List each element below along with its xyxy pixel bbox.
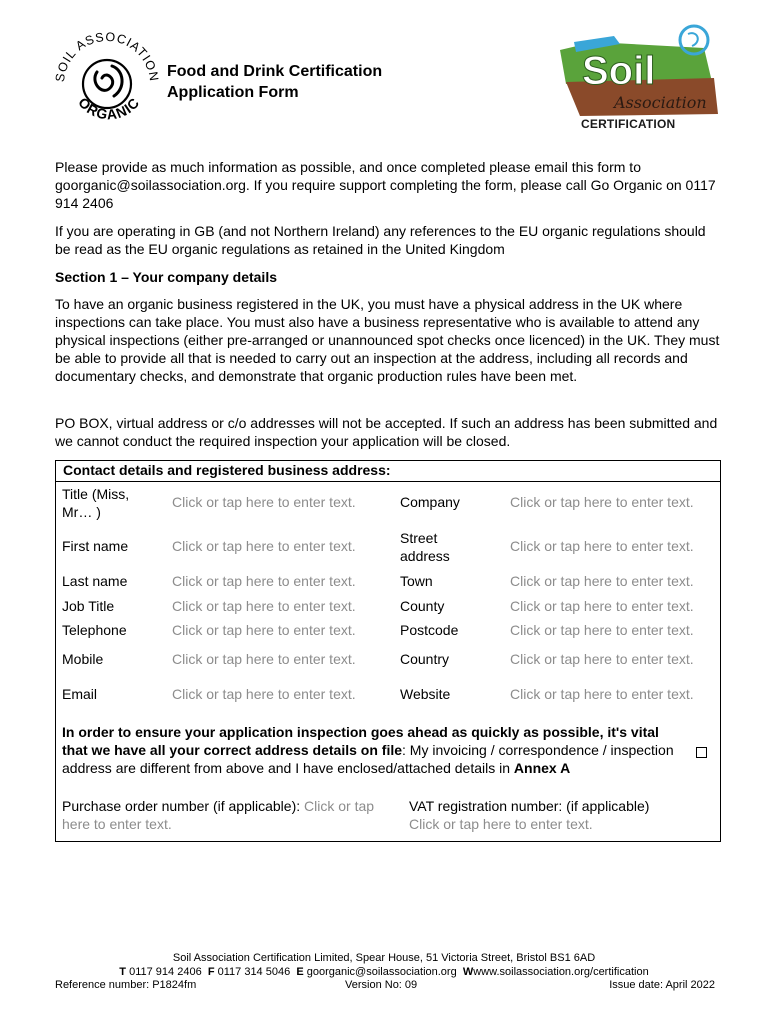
page-title: [167, 61, 382, 103]
email-prefix: E: [296, 966, 304, 978]
first-name-input[interactable]: Click or tap here to enter text.: [172, 538, 356, 554]
telephone-label: Telephone: [62, 622, 127, 638]
footer-address: Soil Association Certification Limited, Spear House, 51 Victoria Street, Bristol BS1 6AD: [172, 952, 596, 964]
title-label: Title (Miss, Mr… ): [62, 486, 130, 520]
alternate-address-note: [62, 723, 682, 777]
purchase-order-label: Purchase order number (if applicable):: [62, 798, 305, 814]
version-number: Version No: 09: [345, 979, 418, 991]
job-title-label: Job Title: [62, 598, 115, 614]
street-address-label: Street address: [400, 530, 450, 564]
street-address-input[interactable]: Click or tap here to enter text.: [510, 538, 694, 554]
footer-email-link[interactable]: goorganic@soilassociation.org: [306, 966, 457, 978]
company-input[interactable]: Click or tap here to enter text.: [510, 494, 694, 510]
country-input[interactable]: Click or tap here to enter text.: [510, 651, 694, 667]
vat-input[interactable]: Click or tap here to enter text.: [409, 816, 593, 832]
svg-text:ORGANIC: ORGANIC: [75, 94, 143, 123]
town-label: Town: [400, 573, 433, 589]
web-prefix: W: [462, 966, 474, 978]
county-input[interactable]: Click or tap here to enter text.: [510, 598, 694, 614]
issue-date: Issue date: April 2022: [609, 979, 715, 991]
purchase-order-input[interactable]: Click or tap here to enter text.: [62, 798, 375, 832]
last-name-label: Last name: [62, 573, 128, 589]
email-input[interactable]: Click or tap here to enter text.: [172, 686, 356, 702]
mobile-input[interactable]: Click or tap here to enter text.: [172, 651, 356, 667]
company-label: Company: [400, 494, 460, 510]
soil-association-certification-logo: [554, 22, 722, 134]
last-name-input[interactable]: Click or tap here to enter text.: [172, 573, 356, 589]
postcode-input[interactable]: Click or tap here to enter text.: [510, 622, 694, 638]
country-label: Country: [400, 651, 450, 667]
mobile-label: Mobile: [62, 651, 104, 667]
note-text: : My invoicing / correspondence / inspection address are different from above and I have enclosed/attached details in: [62, 742, 674, 776]
section-1-heading: Section 1 – Your company details: [55, 269, 277, 285]
telephone-input[interactable]: Click or tap here to enter text.: [172, 622, 356, 638]
county-label: County: [400, 598, 445, 614]
title-input[interactable]: Click or tap here to enter text.: [172, 494, 356, 510]
vat-label: VAT registration number: (if applicable): [409, 798, 650, 814]
contact-details-form: [55, 460, 721, 842]
title-line-1: Food and Drink Certification: [167, 63, 383, 80]
purchase-order-field: [62, 797, 392, 833]
footer-contacts: [0, 966, 768, 978]
footer-telephone: 0117 914 2406: [129, 966, 202, 978]
annex-a-reference: Annex A: [513, 760, 571, 776]
first-name-label: First name: [62, 538, 129, 554]
note-bold-text: In order to ensure your application inspection goes ahead as quickly as possible, it's vital that we have all your correct address details on file: [62, 724, 659, 758]
intro-paragraph-1: Please provide as much information as possible, and once completed please email this form to goorganic@soilassociation.org. If you require support completing the form, please call Go Organic on 0117 914 2406: [55, 159, 716, 211]
email-label: Email: [62, 686, 98, 702]
soil-association-organic-logo: [52, 26, 162, 130]
footer-fax: 0117 314 5046: [217, 966, 291, 978]
postcode-label: Postcode: [400, 622, 459, 638]
reference-number: Reference number: P1824fm: [55, 979, 197, 991]
form-heading: Contact details and registered business address:: [56, 461, 720, 482]
website-label: Website: [400, 686, 451, 702]
different-address-checkbox[interactable]: [696, 747, 707, 758]
telephone-prefix: T: [119, 966, 127, 978]
intro-paragraph-4: PO BOX, virtual address or c/o addresses will not be accepted. If such an address has been submitted and we cannot conduct the required inspection your application will be closed.: [55, 415, 718, 449]
svg-text:Soil: Soil: [582, 49, 656, 93]
intro-paragraph-3: To have an organic business registered in the UK, you must have a physical address in the UK where inspections can take place. You must also have a business representative who is available to attend any physical inspections (either pre-arranged or unannounced spot checks once licenced) in the UK. They must be able to provide all that is needed to carry out an inspection at the address, including all records and documentary checks, and demonstrate that organic production rules have been met.: [55, 296, 720, 384]
intro-paragraph-2: If you are operating in GB (and not Northern Ireland) any references to the EU organic regulations should be read as the EU organic regulations as retained in the United Kingdom: [55, 223, 706, 257]
town-input[interactable]: Click or tap here to enter text.: [510, 573, 694, 589]
vat-field: [409, 797, 709, 833]
footer-website-link[interactable]: www.soilassociation.org/certification: [473, 966, 649, 978]
title-line-2: Application Form: [167, 84, 299, 101]
svg-text:SOIL ASSOCIATION: SOIL ASSOCIATION: [52, 29, 162, 83]
certification-label: CERTIFICATION: [581, 117, 676, 131]
website-input[interactable]: Click or tap here to enter text.: [510, 686, 694, 702]
svg-text:Association: Association: [614, 93, 707, 112]
job-title-input[interactable]: Click or tap here to enter text.: [172, 598, 356, 614]
fax-prefix: F: [207, 966, 215, 978]
